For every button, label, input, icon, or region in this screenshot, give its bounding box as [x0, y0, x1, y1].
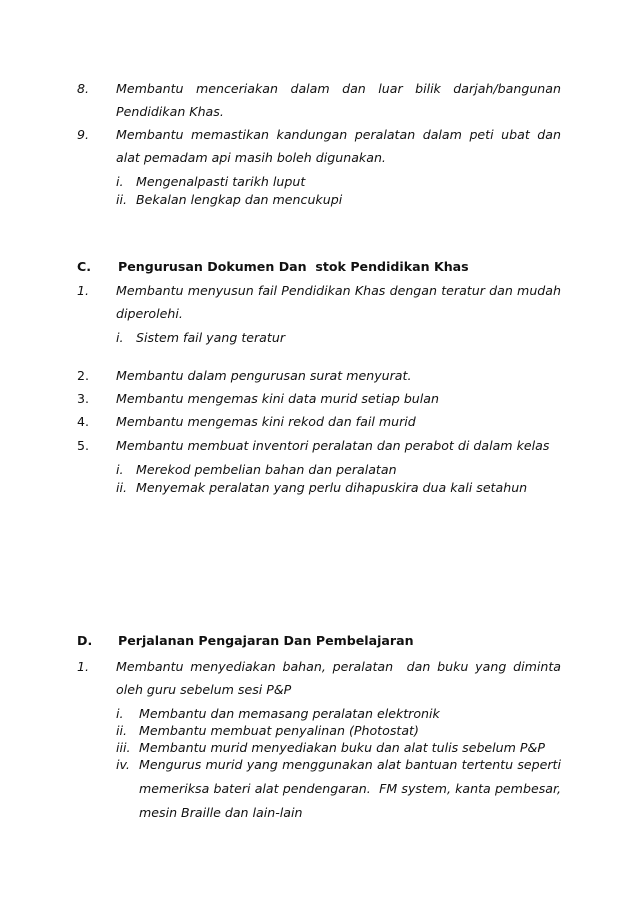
- c-item-5-number: 5.: [77, 438, 90, 453]
- section-c-title: Pengurusan Dokumen Dan stok Pendidikan Khas: [118, 259, 469, 274]
- item-9-sub-i-number: i.: [116, 174, 124, 189]
- item-8-line1: Membantu menceriakan dalam dan luar bilik darjah/bangunan: [116, 81, 561, 96]
- item-9-sub-ii-text: Bekalan lengkap dan mencukupi: [136, 192, 343, 207]
- c-item-4-text: Membantu mengemas kini rekod dan fail murid: [116, 414, 416, 429]
- c-item-5-sub-i-number: i.: [116, 462, 124, 477]
- d-item-1-number: 1.: [77, 659, 90, 674]
- d-item-1-sub-ii-text: Membantu membuat penyalinan (Photostat): [139, 723, 419, 738]
- d-item-1-sub-iv-cont-2: mesin Braille dan lain-lain: [139, 805, 303, 820]
- c-item-5-sub-i-text: Merekod pembelian bahan dan peralatan: [136, 462, 397, 477]
- d-item-1-sub-i-text: Membantu dan memasang peralatan elektronik: [139, 706, 440, 721]
- c-item-2-text: Membantu dalam pengurusan surat menyurat.: [116, 368, 412, 383]
- d-item-1-sub-i-number: i.: [116, 706, 124, 721]
- item-8-line2: Pendidikan Khas.: [116, 104, 224, 119]
- d-item-1-sub-iii-number: iii.: [116, 740, 131, 755]
- item-8-number: 8.: [77, 81, 90, 96]
- item-9-sub-i-text: Mengenalpasti tarikh luput: [136, 174, 306, 189]
- c-item-1-number: 1.: [77, 283, 90, 298]
- c-item-1-sub-i-number: i.: [116, 330, 124, 345]
- section-d-title: Perjalanan Pengajaran Dan Pembelajaran: [118, 633, 414, 648]
- item-9-sub-ii-number: ii.: [116, 192, 128, 207]
- d-item-1-sub-iv-cont-1: memeriksa bateri alat pendengaran. FM system, kanta pembesar,: [139, 781, 561, 796]
- d-item-1-sub-iv-text: Mengurus murid yang menggunakan alat bantuan tertentu seperti: [139, 757, 561, 772]
- c-item-1-line2: diperolehi.: [116, 306, 183, 321]
- item-9-line2: alat pemadam api masih boleh digunakan.: [116, 150, 386, 165]
- c-item-5-text: Membantu membuat inventori peralatan dan perabot di dalam kelas: [116, 438, 550, 453]
- c-item-5-sub-ii-number: ii.: [116, 480, 128, 495]
- c-item-2-number: 2.: [77, 368, 90, 383]
- d-item-1-sub-iv-number: iv.: [116, 757, 130, 772]
- c-item-5-sub-ii-text: Menyemak peralatan yang perlu dihapuskira dua kali setahun: [136, 480, 528, 495]
- c-item-1-line1: Membantu menyusun fail Pendidikan Khas dengan teratur dan mudah: [116, 283, 561, 298]
- d-item-1-sub-iii-text: Membantu murid menyediakan buku dan alat tulis sebelum P&P: [139, 740, 545, 755]
- c-item-1-sub-i-text: Sistem fail yang teratur: [136, 330, 285, 345]
- item-9-number: 9.: [77, 127, 90, 142]
- section-c-letter: C.: [77, 259, 92, 274]
- d-item-1-line2: oleh guru sebelum sesi P&P: [116, 682, 292, 697]
- c-item-4-number: 4.: [77, 414, 90, 429]
- c-item-3-number: 3.: [77, 391, 90, 406]
- section-d-letter: D.: [77, 633, 93, 648]
- d-item-1-sub-ii-number: ii.: [116, 723, 128, 738]
- item-9-line1: Membantu memastikan kandungan peralatan dalam peti ubat dan: [116, 127, 561, 142]
- c-item-3-text: Membantu mengemas kini data murid setiap bulan: [116, 391, 439, 406]
- d-item-1-line1: Membantu menyediakan bahan, peralatan dan buku yang diminta: [116, 659, 561, 674]
